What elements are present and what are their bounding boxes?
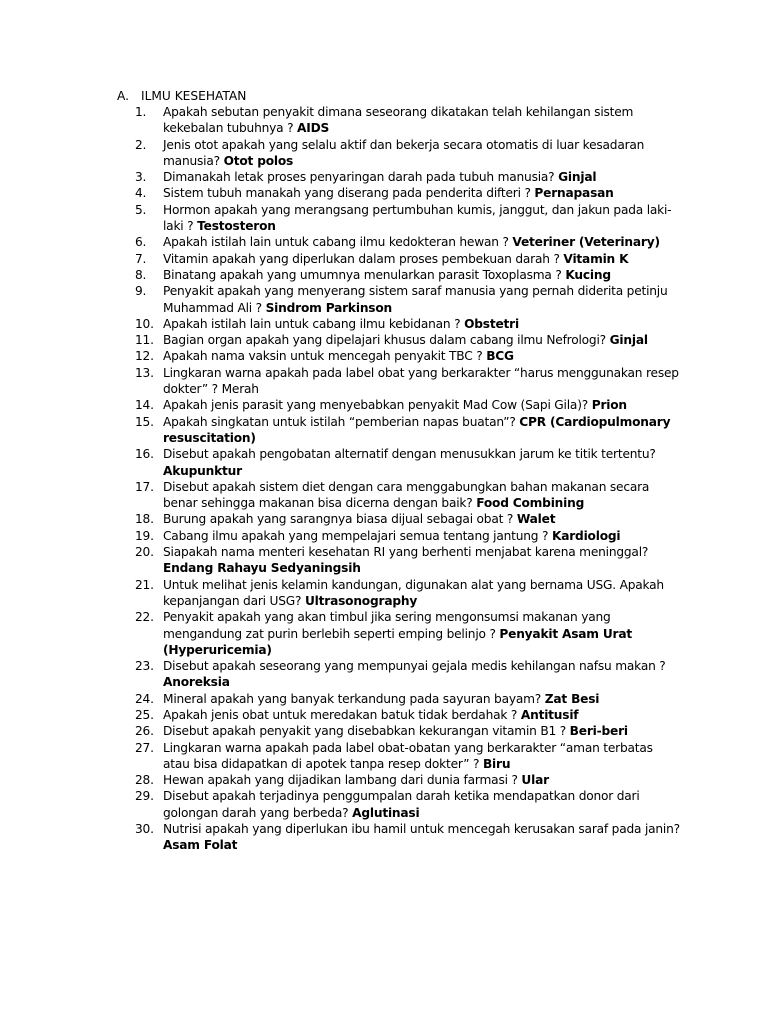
question-item (135, 234, 680, 250)
question-item (135, 479, 680, 512)
question-text: Hewan apakah yang dijadikan lambang dari dunia farmasi ? (163, 773, 518, 788)
question-number: 16. (135, 447, 154, 462)
question-number: 25. (135, 707, 154, 722)
question-text: Mineral apakah yang banyak terkandung pada sayuran bayam? (163, 691, 542, 706)
question-item (135, 202, 680, 235)
question-text-wrapper (163, 480, 649, 510)
question-number: 10. (135, 316, 154, 331)
question-number: 20. (135, 545, 154, 560)
question-text-wrapper (163, 398, 627, 412)
question-text-wrapper (163, 822, 680, 852)
answer-text: Otot polos (223, 153, 294, 168)
question-number: 30. (135, 822, 154, 837)
answer-text: Obstetri (464, 316, 519, 331)
question-item (135, 267, 680, 283)
question-text-wrapper (163, 235, 660, 249)
answer-text: Food Combining (476, 496, 585, 511)
answer-text: Pernapasan (534, 186, 614, 201)
answer-text: Biru (482, 756, 511, 771)
answer-text: Prion (591, 398, 627, 413)
question-text: Apakah istilah lain untuk cabang ilmu kedokteran hewan ? (163, 235, 509, 250)
question-text-wrapper (163, 545, 648, 575)
answer-text: Antitusif (520, 707, 579, 722)
question-text: Vitamin apakah yang diperlukan dalam proses pembekuan darah ? (163, 251, 560, 266)
question-text: Disebut apakah pengobatan alternatif dengan menusukkan jarum ke titik tertentu? (163, 447, 656, 462)
question-item (135, 511, 680, 527)
question-text: Apakah jenis parasit yang menyebabkan penyakit Mad Cow (Sapi Gila)? (163, 398, 589, 413)
question-item (135, 544, 680, 577)
question-text-wrapper (163, 789, 640, 819)
question-number: 3. (135, 170, 147, 185)
question-text: Binatang apakah yang umumnya menularkan parasit Toxoplasma ? (163, 267, 562, 282)
question-text: Apakah singkatan untuk istilah “pemberian napas buatan”? (163, 414, 516, 429)
question-text: Apakah istilah lain untuk cabang ilmu kebidanan ? (163, 316, 461, 331)
answer-text: Endang Rahayu Sedyaningsih (163, 561, 361, 576)
question-text: Nutrisi apakah yang diperlukan ibu hamil untuk mencegah kerusakan saraf pada janin? (163, 822, 680, 837)
question-number: 17. (135, 479, 154, 494)
question-text-wrapper (163, 349, 514, 363)
question-text-wrapper (163, 692, 599, 706)
question-item (135, 414, 680, 447)
question-item (135, 821, 680, 854)
question-item (135, 365, 680, 398)
question-number: 1. (135, 105, 147, 119)
answer-text: Anoreksia (163, 675, 230, 690)
question-number: 9. (135, 284, 147, 299)
question-text-wrapper (163, 610, 632, 657)
question-text: Apakah jenis obat untuk meredakan batuk tidak berdahak ? (163, 707, 518, 722)
question-number: 28. (135, 773, 154, 788)
question-text-wrapper (163, 268, 611, 282)
question-text: Sistem tubuh manakah yang diserang pada penderita difteri ? (163, 186, 531, 201)
answer-text: Ginjal (558, 170, 597, 185)
question-text-wrapper (163, 203, 671, 233)
question-text-wrapper (163, 170, 596, 184)
question-text-wrapper (163, 447, 656, 477)
answer-text: Walet (516, 512, 556, 527)
question-text-wrapper (163, 415, 670, 445)
question-item (135, 137, 680, 170)
question-item (135, 707, 680, 723)
question-text: Untuk melihat jenis kelamin kandungan, digunakan alat yang bernama USG. Apakah kepanjangan dari USG? (163, 577, 664, 608)
question-list (135, 104, 680, 854)
question-text: Penyakit apakah yang akan timbul jika sering mengonsumsi makanan yang mengandung zat purin berlebih seperti emping belinjo ? (163, 610, 611, 641)
question-item (135, 691, 680, 707)
question-text-wrapper (163, 741, 653, 771)
question-item (135, 348, 680, 364)
question-text: Lingkaran warna apakah pada label obat yang berkarakter “harus menggunakan resep dokter” ? Merah (163, 365, 679, 397)
question-number: 26. (135, 724, 154, 739)
answer-text: Akupunktur (163, 463, 242, 478)
question-item (135, 772, 680, 788)
answer-text: Kardiologi (551, 528, 621, 543)
question-text: Apakah sebutan penyakit dimana seseorang dikatakan telah kehilangan sistem kekebalan tubuhnya ? (163, 105, 634, 136)
question-item (135, 528, 680, 544)
answer-text: Aglutinasi (352, 805, 420, 820)
question-number: 2. (135, 137, 147, 152)
question-number: 14. (135, 398, 154, 413)
question-text: Penyakit apakah yang menyerang sistem saraf manusia yang pernah diderita petinju Muhammad Ali ? (163, 284, 668, 315)
question-text: Cabang ilmu apakah yang mempelajari semua tentang jantung ? (163, 528, 549, 543)
question-item (135, 658, 680, 691)
question-number: 24. (135, 691, 154, 706)
question-text-wrapper (163, 708, 578, 722)
section-letter: A. (117, 89, 129, 103)
answer-text: Veteriner (Veterinary) (512, 235, 660, 250)
question-number: 21. (135, 577, 154, 592)
question-text-wrapper (163, 773, 549, 787)
question-number: 6. (135, 235, 147, 250)
answer-text: Asam Folat (163, 838, 238, 853)
question-text: Hormon apakah yang merangsang pertumbuhan kumis, janggut, dan jakun pada laki-laki ? (163, 202, 672, 234)
question-text: Jenis otot apakah yang selalu aktif dan bekerja secara otomatis di luar kesadaran manusia? (163, 137, 645, 168)
question-number: 29. (135, 789, 154, 804)
question-number: 19. (135, 528, 154, 543)
answer-text: CPR (Cardiopulmonary resuscitation) (163, 414, 671, 445)
question-text: Disebut apakah seseorang yang mempunyai gejala medis kehilangan nafsu makan ? (163, 659, 666, 674)
question-text: Apakah nama vaksin untuk mencegah penyakit TBC ? (163, 349, 483, 364)
question-number: 12. (135, 349, 154, 364)
section-heading (117, 88, 246, 104)
question-text-wrapper (163, 366, 679, 396)
question-number: 27. (135, 740, 154, 755)
question-text: Disebut apakah sistem diet dengan cara menggabungkan bahan makanan secara benar sehingga makanan bisa dicerna dengan baik? (163, 479, 650, 511)
question-item (135, 609, 680, 658)
answer-text: Beri-beri (569, 724, 628, 739)
question-item (135, 283, 680, 316)
answer-text: Sindrom Parkinson (265, 300, 392, 315)
question-number: 23. (135, 659, 154, 674)
question-text-wrapper (163, 333, 648, 347)
answer-text: Ginjal (609, 333, 648, 348)
question-text: Bagian organ apakah yang dipelajari khusus dalam cabang ilmu Nefrologi? (163, 333, 606, 348)
question-text: Lingkaran warna apakah pada label obat-obatan yang berkarakter “aman terbatas atau bisa didapatkan di apotek tanpa resep dokter” ? (163, 740, 653, 771)
question-text-wrapper (163, 578, 664, 608)
answer-text: BCG (486, 349, 514, 364)
question-item (135, 332, 680, 348)
answer-text: Zat Besi (544, 691, 600, 706)
question-number: 5. (135, 202, 147, 217)
question-number: 4. (135, 186, 147, 201)
question-item (135, 446, 680, 479)
question-item (135, 251, 680, 267)
answer-text: Penyakit Asam Urat (Hyperuricemia) (163, 626, 633, 657)
question-text-wrapper (163, 138, 644, 168)
question-text-wrapper (163, 659, 666, 689)
question-number: 8. (135, 267, 147, 282)
question-number: 13. (135, 365, 154, 380)
question-item (135, 740, 680, 773)
question-text-wrapper (163, 284, 668, 314)
question-item (135, 185, 680, 201)
question-item (135, 169, 680, 185)
question-text-wrapper (163, 186, 614, 200)
question-number: 15. (135, 414, 154, 429)
question-number: 7. (135, 251, 147, 266)
section-title: ILMU KESEHATAN (141, 89, 247, 103)
question-text: Disebut apakah terjadinya penggumpalan darah ketika mendapatkan donor dari golongan darah yang berbeda? (163, 789, 640, 820)
question-text-wrapper (163, 105, 633, 135)
question-text-wrapper (163, 512, 555, 526)
question-text-wrapper (163, 252, 628, 266)
question-text-wrapper (163, 317, 519, 331)
question-item (135, 723, 680, 739)
question-item (135, 788, 680, 821)
question-item (135, 104, 680, 137)
question-item (135, 577, 680, 610)
question-text: Burung apakah yang sarangnya biasa dijual sebagai obat ? (163, 512, 514, 527)
question-text-wrapper (163, 724, 628, 738)
question-number: 22. (135, 610, 154, 625)
question-text: Disebut apakah penyakit yang disebabkan kekurangan vitamin B1 ? (163, 724, 566, 739)
answer-text: Kucing (565, 267, 611, 282)
answer-text: AIDS (297, 121, 330, 136)
question-number: 11. (135, 333, 154, 348)
question-item (135, 316, 680, 332)
question-number: 18. (135, 512, 154, 527)
answer-text: Ultrasonography (304, 593, 418, 608)
question-text-wrapper (163, 529, 620, 543)
answer-text: Ular (521, 773, 549, 788)
answer-text: Vitamin K (563, 251, 629, 266)
answer-text: Testosteron (197, 219, 276, 234)
question-item (135, 397, 680, 413)
question-text: Siapakah nama menteri kesehatan RI yang berhenti menjabat karena meninggal? (163, 545, 649, 560)
question-text: Dimanakah letak proses penyaringan darah pada tubuh manusia? (163, 170, 555, 185)
